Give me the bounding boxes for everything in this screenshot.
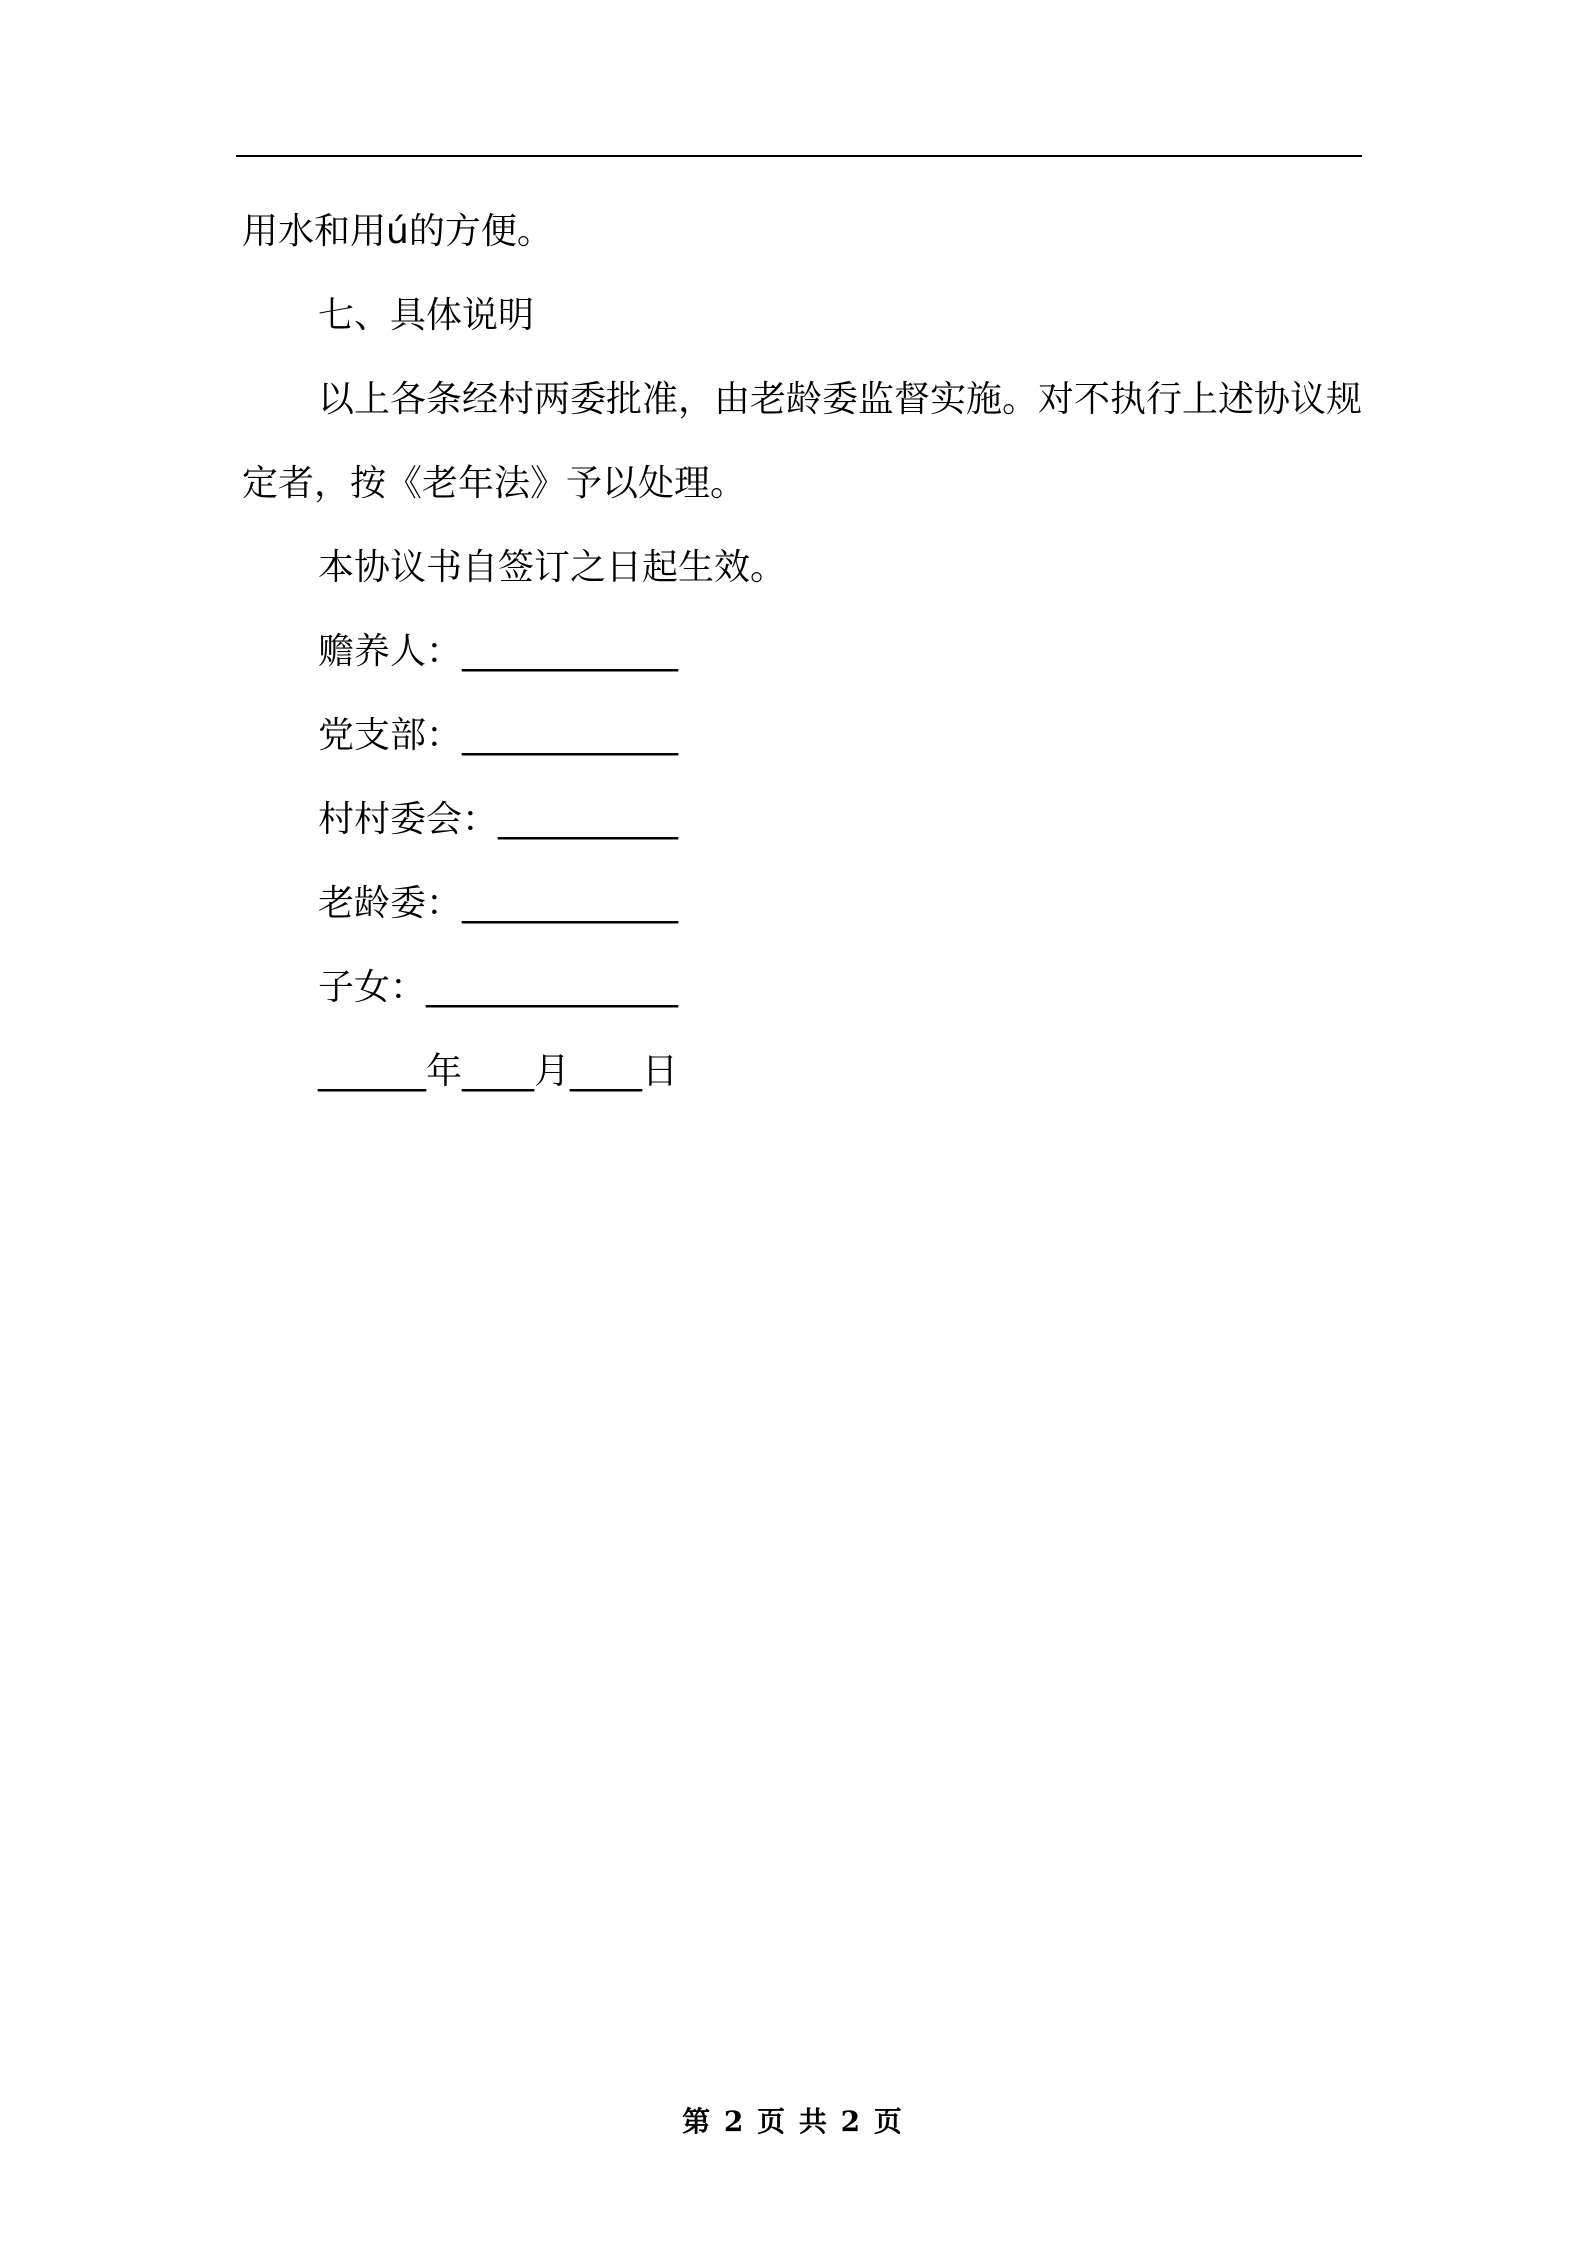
signature-label: 子女： [318,967,427,1008]
section-heading: 七、具体说明 [318,295,535,336]
signature-blank: __________ [498,799,679,840]
signature-label: 赡养人： [318,631,463,672]
document-body [242,190,1362,1114]
signature-label: 党支部： [318,715,463,756]
paragraph-effective: 本协议书自签订之日起生效。 [318,547,787,588]
signature-line-elderly-committee [242,862,1362,946]
paragraph-implementation: 以上各条经村两委批准，由老龄委监督实施。对不执行上述协议规定者，按《老年法》予以处理。 [242,379,1363,504]
signature-line-party-branch [242,694,1362,778]
signature-blank: ______________ [426,967,679,1008]
continued-text: 用水和用ú的方便。 [242,211,553,252]
signature-label: 村村委会： [318,799,499,840]
signature-label: 老龄委： [318,883,463,924]
signature-blank: ____________ [462,715,679,756]
signature-line-supporter [242,610,1362,694]
signature-line-village-committee [242,778,1362,862]
signature-blank: ____________ [462,631,679,672]
date-line: ______年____月____日 [318,1051,678,1092]
header-rule [236,155,1362,157]
signature-blank: ____________ [462,883,679,924]
signature-line-children [242,946,1362,1030]
page-number: 第 2 页 共 2 页 [682,2105,904,2138]
